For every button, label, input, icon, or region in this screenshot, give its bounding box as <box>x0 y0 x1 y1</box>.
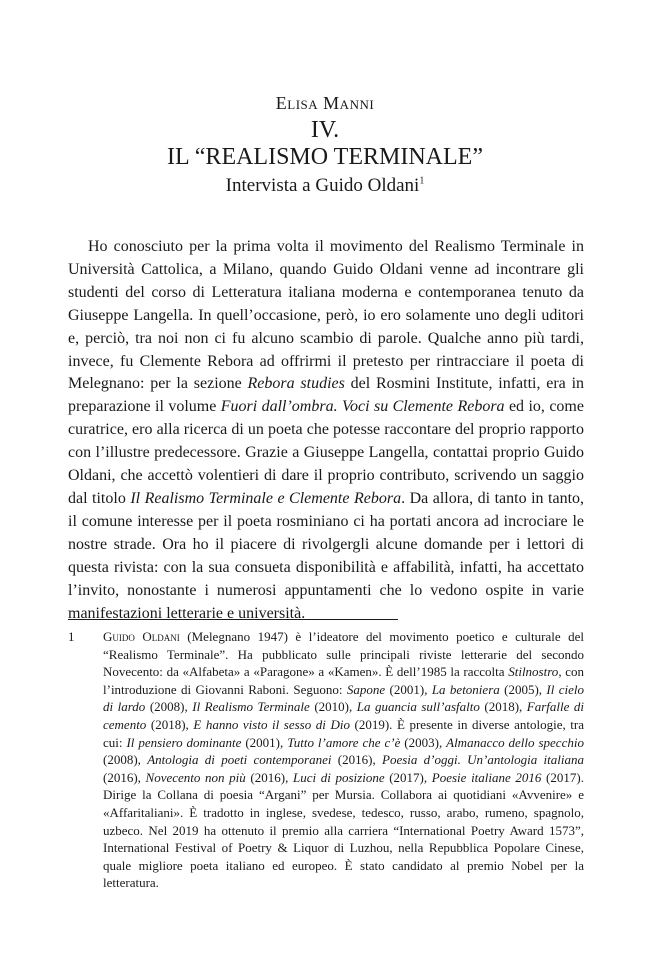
footnote-number: 1 <box>68 629 75 644</box>
body-paragraph <box>68 236 584 625</box>
italic-text-run: Rebora studies <box>247 375 345 393</box>
chapter-subtitle <box>0 174 650 198</box>
italic-text-run: La guancia sull’asfalto <box>356 699 480 715</box>
italic-text-run: Sapone <box>346 681 386 697</box>
text-run: del Rosmini Institute, infatti, era in preparazione il volume <box>68 375 585 416</box>
italic-text-run: Fuori dall’ombra. Voci su Clemente Rebora <box>220 398 505 416</box>
italic-text-run: Il Realismo Terminale e Clemente Rebora <box>130 489 402 507</box>
footnote-reference[interactable]: 1 <box>419 175 425 187</box>
italic-text-run: Poesia d’oggi. Un’antologia italiana <box>382 752 584 768</box>
text-run: (2019). È presente in diverse antologie, tra cui: <box>103 716 584 750</box>
text-run: , con l’introduzione di Giovanni Raboni. Seguono: <box>103 664 584 697</box>
text-run: . Da allora, di tanto in tanto, il comune interesse per il poeta rosminiano ci ha portati ancora ad incrociare le nostre strade. Ora ho il piacere di rivolgergli alcune domande per i lettori di questa rivista: con la sua consueta disponibilità e affabilità, infatti, ha accettato l’invito, nonostante i numerosi appuntamenti che lo vedono ospite in varie manifestazioni letterarie e università. <box>68 489 585 622</box>
italic-text-run: Novecento non più <box>145 769 246 785</box>
text-run: (2001), <box>385 681 432 697</box>
footnote-text <box>103 628 584 892</box>
author-name: Elisa Manni <box>275 93 375 113</box>
text-run: (2005), <box>499 681 547 697</box>
text-run: (2018), <box>479 699 527 715</box>
text-run: (2016), <box>103 769 146 785</box>
chapter-number: IV. <box>310 117 340 143</box>
footnote-divider <box>68 619 398 620</box>
italic-text-run: Il Realismo Terminale <box>192 699 310 715</box>
italic-text-run: Luci di posizione <box>292 769 385 785</box>
chapter-title: IL “REALISMO TERMINALE” <box>167 144 483 170</box>
text-run: ed io, come curatrice, ero alla ricerca di un poeta che potesse raccontare del proprio rapporto con l’illustre predecessore. Grazie a Giuseppe Langella, contattai proprio Guido Oldani, che accettò volentieri di dare il proprio contributo, scrivendo un saggio dal titolo <box>68 398 584 507</box>
text-run: (2010), <box>309 699 357 715</box>
text-run: (2001), <box>241 734 288 750</box>
italic-text-run: La betoniera <box>431 681 500 697</box>
text-run: (2018), <box>146 716 194 732</box>
italic-text-run: Antologia di poeti contemporanei <box>147 752 332 768</box>
italic-text-run: Almanacco dello specchio <box>446 734 584 750</box>
text-run: (2017). Dirige la Collana di poesia “Argani” per Mursia. Collabora ai quotidiani «Avvenire» e «Affaritaliani». È tradotto in inglese, svedese, tedesco, russo, arabo, rumeno, spagnolo, uzbeco. Nel 2019 ha ottenuto il premio alla carriera “International Poetry Award 1573”, International Festival of Poetry & Liquor di Luzhou, nella Repubblica Popolare Cinese, quale migliore poeta italiano ed europeo. È stato candidato al premio Nobel per la letteratura. <box>103 769 584 891</box>
text-run: (2016), <box>245 769 293 785</box>
italic-text-run: Il cielo di lardo <box>103 681 584 715</box>
text-run: (2017), <box>384 769 432 785</box>
text-run: (2008), <box>103 752 148 768</box>
italic-text-run: Tutto l’amore che c’è <box>287 734 401 750</box>
small-caps-name: Guido Oldani <box>103 629 180 644</box>
text-run: (Melegnano 1947) è l’ideatore del movimento poetico e culturale del “Realismo Terminale”. Ha pubblicato sulle principali riviste letterarie del secondo Novecento: da «Alfabeta» a «Paragone» a «Kamen». È dell’1985 la raccolta <box>103 629 585 680</box>
italic-text-run: E hanno visto il sesso di Dio <box>193 716 350 732</box>
italic-text-run: Il pensiero dominante <box>126 734 242 750</box>
italic-text-run: Farfalle di cemento <box>103 699 584 732</box>
italic-text-run: Stilnostro <box>508 664 559 680</box>
text-run: (2008), <box>145 699 193 715</box>
italic-text-run: Poesie italiane 2016 <box>431 769 542 785</box>
text-run: (2016), <box>331 752 382 768</box>
text-run: Ho conosciuto per la prima volta il movimento del Realismo Terminale in Università Cattolica, a Milano, quando Guido Oldani venne ad incontrare gli studenti del corso di Letteratura italiana moderna e contemporanea tenuto da Giuseppe Langella. In quell’occasione, però, io ero solamente uno degli uditori e, perciò, tra noi non ci fu alcuno scambio di parole. Qualche anno più tardi, invece, fu Clemente Rebora ad offrirmi il pretesto per rintracciare il poeta di Melegnano: per la sezione <box>68 238 584 393</box>
subtitle-text: Intervista a Guido Oldani <box>225 175 420 196</box>
text-run: (2003), <box>400 734 447 750</box>
